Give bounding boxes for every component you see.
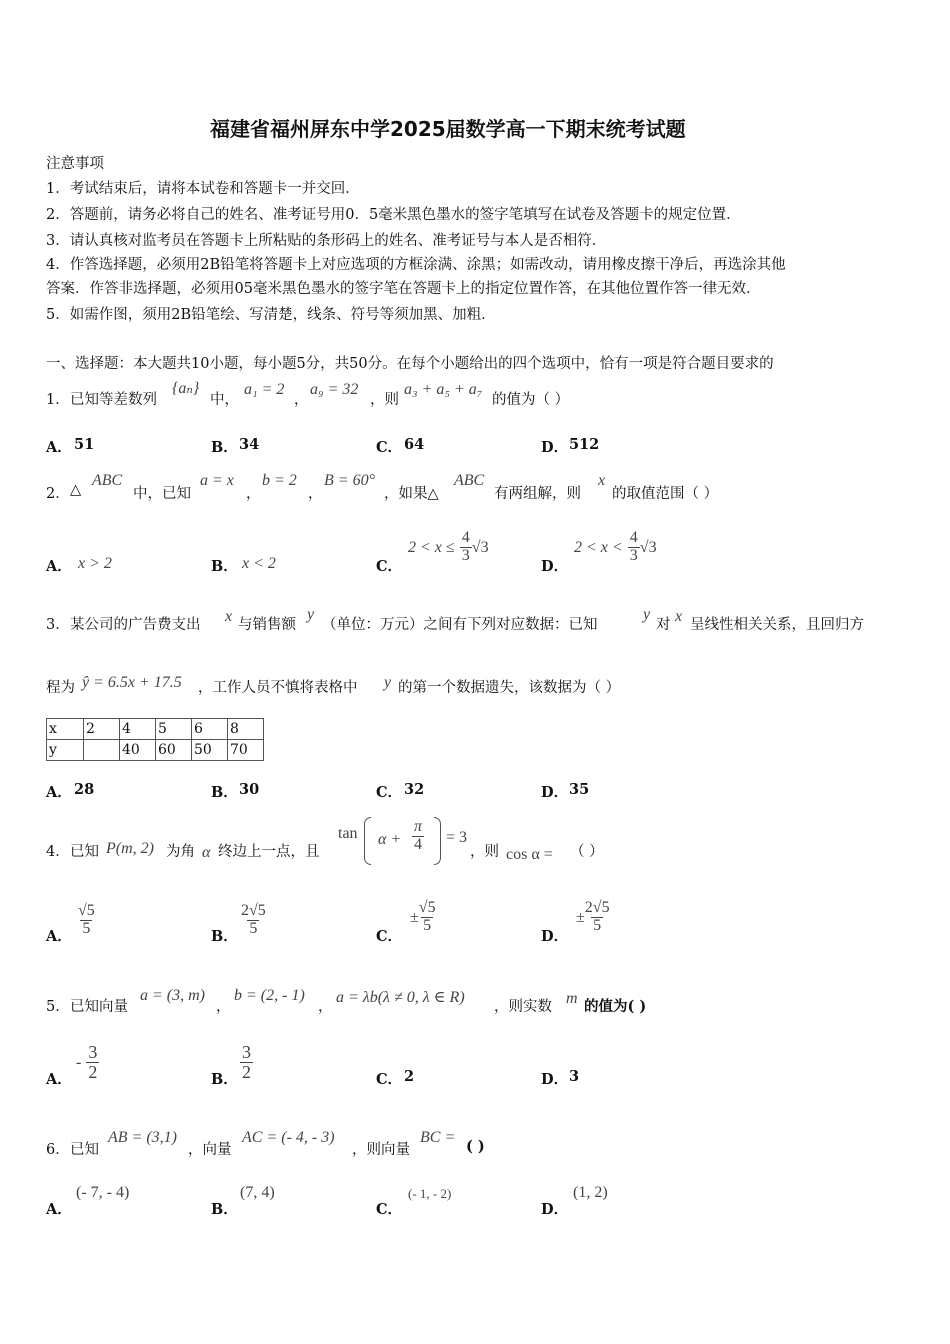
table-cell: y bbox=[47, 740, 84, 761]
option-label: B． bbox=[211, 784, 238, 801]
option-value: 512 bbox=[569, 436, 600, 453]
question-2-text: △ bbox=[70, 482, 82, 498]
sign: ± bbox=[410, 908, 419, 926]
question-1-text: ， bbox=[294, 392, 309, 408]
question-3-math: y bbox=[643, 606, 651, 623]
option-value: (- 7, - 4) bbox=[76, 1184, 130, 1201]
denominator: 5 bbox=[82, 919, 91, 937]
radical: √3 bbox=[639, 538, 657, 556]
question-6-text: ( ) bbox=[466, 1138, 485, 1155]
question-1-text: ，则 bbox=[370, 392, 399, 408]
data-table bbox=[46, 718, 264, 761]
question-2-math: ABC bbox=[454, 472, 485, 489]
question-4-text: （ ） bbox=[570, 844, 604, 860]
option-label: B． bbox=[211, 1071, 238, 1088]
table-row bbox=[47, 740, 264, 761]
notice-item: 3．请认真核对监考员在答题卡上所粘贴的条形码上的姓名、准考证号与本人是否相符． bbox=[46, 233, 607, 249]
fraction bbox=[419, 900, 436, 935]
option-value: 30 bbox=[239, 781, 260, 798]
right-paren bbox=[434, 817, 441, 865]
option-value: 2 bbox=[404, 1068, 415, 1085]
option-value bbox=[241, 903, 266, 938]
table-cell: 70 bbox=[228, 740, 264, 761]
denominator: 2 bbox=[242, 1061, 251, 1082]
question-2-text: 的取值范围（ ） bbox=[612, 486, 719, 502]
option-value bbox=[408, 530, 489, 565]
question-6-text: ，则向量 bbox=[352, 1142, 410, 1158]
option-label: C． bbox=[376, 558, 403, 575]
fraction bbox=[241, 903, 266, 938]
option-label: B． bbox=[211, 928, 238, 945]
question-5-text: 已知向量 bbox=[70, 999, 128, 1015]
question-3-text: （单位：万元）之间有下列对应数据：已知 bbox=[322, 617, 598, 633]
question-2-text: 有两组解，则 bbox=[494, 486, 581, 502]
question-4-text: 为角 bbox=[166, 844, 195, 860]
question-4-math: cos α = bbox=[506, 846, 553, 863]
option-label: D． bbox=[541, 1201, 569, 1218]
notice-item: 5．如需作图，须用2B铅笔绘、写清楚，线条、符号等须加黑、加粗． bbox=[46, 307, 496, 323]
option-value: 32 bbox=[404, 781, 425, 798]
question-5-number: 5． bbox=[46, 999, 70, 1015]
option-value bbox=[410, 900, 436, 935]
option-label: C． bbox=[376, 439, 403, 456]
question-1-text: 中， bbox=[210, 392, 239, 408]
question-3-text: 对 bbox=[656, 617, 671, 633]
denominator: 5 bbox=[593, 916, 602, 934]
question-2-math: x bbox=[598, 472, 606, 489]
question-3-text: ，工作人员不慎将表格中 bbox=[198, 680, 358, 696]
option-value bbox=[76, 1043, 99, 1082]
option-label: B． bbox=[211, 439, 238, 456]
option-value: (1, 2) bbox=[573, 1184, 608, 1201]
question-6-text: ，向量 bbox=[188, 1142, 232, 1158]
question-5-math: a = λb(λ ≠ 0, λ ∈ R) bbox=[336, 989, 465, 1006]
question-3-math: y bbox=[307, 606, 315, 623]
question-3-math: x bbox=[225, 608, 233, 625]
left-paren bbox=[364, 817, 371, 865]
question-6-math: AC = (- 4, - 3) bbox=[242, 1129, 335, 1146]
option-value: x < 2 bbox=[242, 555, 276, 572]
question-5-text: 的值为( ) bbox=[584, 998, 647, 1015]
fraction bbox=[460, 530, 472, 565]
option-value bbox=[574, 530, 657, 565]
option-label: C． bbox=[376, 1201, 403, 1218]
question-2-text: ， bbox=[246, 486, 261, 502]
fraction bbox=[412, 819, 424, 854]
alpha-plus: α + bbox=[378, 831, 402, 848]
question-5-math: b = (2, - 1) bbox=[234, 987, 305, 1004]
option-label: D． bbox=[541, 784, 569, 801]
table-cell: 50 bbox=[192, 740, 228, 761]
question-1-number: 1． bbox=[46, 392, 70, 408]
question-4-number: 4． bbox=[46, 844, 70, 860]
notice-item: 4．作答选择题，必须用2B铅笔将答题卡上对应选项的方框涂满、涂黑；如需改动，请用橡皮擦干净后，再选涂其他 bbox=[46, 257, 786, 273]
question-6-number: 6． bbox=[46, 1142, 70, 1158]
question-2-math: ABC bbox=[92, 472, 123, 489]
question-2-text: ， bbox=[308, 486, 323, 502]
question-1-math: a₃ + a₅ + a₇ bbox=[404, 381, 483, 398]
fraction bbox=[585, 900, 610, 935]
table-cell: 6 bbox=[192, 719, 228, 740]
question-4-math: P(m, 2) bbox=[106, 840, 154, 857]
option-label: A． bbox=[46, 558, 72, 575]
table-cell: 4 bbox=[120, 719, 156, 740]
notice-item: 2．答题前，请务必将自己的姓名、准考证号用0．5毫米黑色墨水的签字笔填写在试卷及答题卡的规定位置． bbox=[46, 207, 741, 223]
section-header: 一、选择题：本大题共10小题，每小题5分，共50分。在每个小题给出的四个选项中，恰有一项是符合题目要求的 bbox=[46, 356, 774, 372]
option-label: B． bbox=[211, 558, 238, 575]
table-cell: 5 bbox=[156, 719, 192, 740]
numerator: π bbox=[413, 818, 422, 835]
question-1-math: a₁ = 2 bbox=[244, 381, 285, 398]
question-3-text: 呈线性相关关系，且回归方 bbox=[690, 617, 864, 633]
denominator: 5 bbox=[423, 916, 432, 934]
numerator: 3 bbox=[88, 1042, 98, 1062]
table-cell: x bbox=[47, 719, 84, 740]
question-6-math: AB = (3,1) bbox=[108, 1129, 177, 1146]
question-1-text: 已知等差数列 bbox=[70, 392, 157, 408]
table-cell: 8 bbox=[228, 719, 264, 740]
inequality-prefix: 2 < x < bbox=[574, 538, 623, 556]
option-label: C． bbox=[376, 1071, 403, 1088]
radical: √3 bbox=[471, 538, 489, 556]
question-5-math: m bbox=[566, 990, 578, 1007]
question-2-text: ，如果△ bbox=[384, 486, 439, 502]
denominator: 5 bbox=[249, 919, 258, 937]
fraction bbox=[240, 1043, 253, 1082]
option-label: D． bbox=[541, 558, 569, 575]
question-2-math: B = 60° bbox=[324, 472, 375, 489]
question-5-text: ， bbox=[318, 999, 333, 1015]
option-value: 34 bbox=[239, 436, 260, 453]
option-value: (- 1, - 2) bbox=[408, 1186, 452, 1201]
option-value: 35 bbox=[569, 781, 590, 798]
numerator: 2√5 bbox=[241, 902, 266, 919]
table-cell: 2 bbox=[84, 719, 120, 740]
table-cell bbox=[84, 740, 120, 761]
page-title: 福建省福州屏东中学2025届数学高一下期末统考试题 bbox=[210, 117, 686, 141]
numerator: 4 bbox=[629, 529, 638, 546]
question-4-text: 终边上一点，且 bbox=[218, 844, 320, 860]
notice-heading: 注意事项 bbox=[46, 156, 104, 172]
numerator: √5 bbox=[418, 899, 436, 916]
question-2-math: b = 2 bbox=[262, 472, 297, 489]
question-6-text: 已知 bbox=[70, 1142, 99, 1158]
denominator: 3 bbox=[629, 546, 638, 564]
inequality-prefix: 2 < x ≤ bbox=[408, 538, 455, 556]
option-label: B． bbox=[211, 1201, 238, 1218]
question-3-text: 某公司的广告费支出 bbox=[70, 617, 201, 633]
denominator: 3 bbox=[461, 546, 470, 564]
question-4-text: 已知 bbox=[70, 844, 99, 860]
option-label: D． bbox=[541, 928, 569, 945]
question-3-text: 与销售额 bbox=[238, 617, 296, 633]
notice-item: 1．考试结束后，请将本试卷和答题卡一并交回． bbox=[46, 181, 360, 197]
table-cell: 60 bbox=[156, 740, 192, 761]
option-label: A． bbox=[46, 1201, 72, 1218]
fraction bbox=[86, 1043, 99, 1082]
option-value: 51 bbox=[74, 436, 95, 453]
fraction bbox=[628, 530, 640, 565]
option-label: C． bbox=[376, 784, 403, 801]
option-label: A． bbox=[46, 928, 72, 945]
denominator: 4 bbox=[414, 835, 422, 853]
numerator: 4 bbox=[461, 529, 470, 546]
option-value: 3 bbox=[569, 1068, 580, 1085]
question-5-text: ， bbox=[216, 999, 231, 1015]
question-2-math: a = x bbox=[200, 472, 234, 489]
option-value: 28 bbox=[74, 781, 95, 798]
notice-item: 答案．作答非选择题，必须用05毫米黑色墨水的签字笔在答题卡上的指定位置作答，在其他位置作答一律无效． bbox=[46, 281, 761, 297]
denominator: 2 bbox=[88, 1061, 98, 1082]
question-3-math: ŷ = 6.5x + 17.5 bbox=[82, 674, 182, 691]
option-value bbox=[78, 903, 95, 938]
question-1-math: {aₙ} bbox=[172, 380, 200, 397]
numerator: 2√5 bbox=[584, 899, 610, 916]
option-value: 64 bbox=[404, 436, 425, 453]
option-label: A． bbox=[46, 1071, 72, 1088]
question-2-text: 中，已知 bbox=[133, 486, 191, 502]
equals-value: = 3 bbox=[446, 829, 468, 846]
option-value bbox=[576, 900, 610, 935]
question-4-text: ，则 bbox=[470, 844, 499, 860]
option-label: D． bbox=[541, 439, 569, 456]
numerator: 3 bbox=[242, 1042, 251, 1062]
question-2-number: 2． bbox=[46, 486, 70, 502]
numerator: √5 bbox=[78, 902, 95, 919]
table-row bbox=[47, 719, 264, 740]
question-4-math: α bbox=[202, 844, 211, 861]
question-6-math: BC = bbox=[420, 1129, 456, 1146]
option-label: D． bbox=[541, 1071, 569, 1088]
question-1-math: a₉ = 32 bbox=[310, 381, 359, 398]
tan-function: tan bbox=[338, 825, 358, 842]
option-value: x > 2 bbox=[78, 555, 112, 572]
option-label: A． bbox=[46, 784, 72, 801]
question-3-math: x bbox=[675, 608, 683, 625]
option-label: C． bbox=[376, 928, 403, 945]
question-1-text: 的值为（ ） bbox=[492, 392, 570, 408]
option-value: (7, 4) bbox=[240, 1184, 275, 1201]
question-5-text: ，则实数 bbox=[494, 999, 552, 1015]
sign: - bbox=[76, 1053, 82, 1071]
table-cell: 40 bbox=[120, 740, 156, 761]
fraction bbox=[78, 903, 95, 938]
question-3-math: y bbox=[384, 674, 392, 691]
question-3-number: 3． bbox=[46, 617, 70, 633]
sign: ± bbox=[576, 908, 585, 926]
option-value bbox=[240, 1043, 253, 1082]
question-3-text: 的第一个数据遗失，该数据为（ ） bbox=[398, 680, 621, 696]
question-5-math: a = (3, m) bbox=[140, 987, 206, 1004]
question-3-text: 程为 bbox=[46, 680, 75, 696]
option-label: A． bbox=[46, 439, 72, 456]
